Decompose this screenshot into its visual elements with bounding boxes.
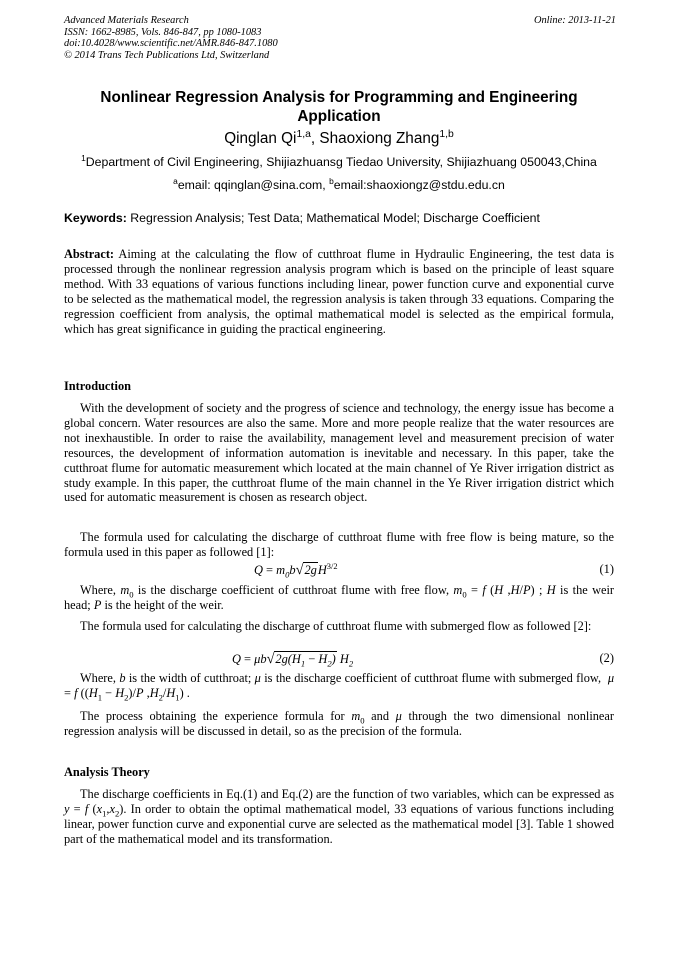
text-span: Where, <box>80 583 121 597</box>
email-b: email:shaoxiongz@stdu.edu.cn <box>333 178 505 192</box>
online-date: Online: 2013-11-21 <box>533 15 616 26</box>
journal-header <box>64 15 616 61</box>
email-superscript: b <box>329 175 334 186</box>
email-superscript: a <box>173 175 178 186</box>
equation-2 <box>64 651 614 671</box>
equation-1-number: (1) <box>599 562 614 576</box>
intro-paragraph-1: With the development of society and the progress of science and technology, the energy issue has become a global concern. Water resources are also the same. More and more people realize that the water resources are not inexhaustible. In order to raise the availability, management level and measurement precision of water resources, the development of information automation is inevitable and necessary. In this paper, take the cutthroat flume for automatic measurement which located at the main channel of Ye River irrigation district as study example. In this paper, the cutthroat flume of the main channel in the Ye River irrigation district which used for automatic measurement is chosen as research object. <box>64 401 614 505</box>
intro-paragraph-3: Where, $m_0$ is the discharge coefficient of cutthroat flume with free flow, $m_0 = f$ (H ,H/P) ; H is the weir head; P is the height of the weir. <box>64 583 615 612</box>
affiliation-text: Department of Civil Engineering, Shijiazhuansg Tiedao University, Shijiazhuang 050043,China <box>85 155 597 169</box>
text-span: is the width of cutthroat; <box>125 671 255 685</box>
text-span: is the discharge coefficient of cutthroat flume with free flow, <box>133 583 454 597</box>
email-a: email: qqinglan@sina.com, <box>177 178 330 192</box>
text-span: . In order to obtain the optimal mathematical model, 33 equations of various functions including linear, power function curve and exponential curve are selected as the mathematical model [3]. Table 1 showed part of the mathematical model and its transformation. <box>64 801 614 846</box>
equation-1-expression: $Q = m_0b√2gH^{3/2}$ <box>254 560 338 580</box>
copyright-line: © 2014 Trans Tech Publications Ltd, Switzerland <box>64 49 270 61</box>
text-span: The process obtaining the experience formula for <box>80 709 352 723</box>
text-span: through the two dimensional nonlinear regression analysis will be discussed in detail, so as the precision of the formula. <box>64 709 614 738</box>
paper-title: Nonlinear Regression Analysis for Programming and Engineering Application <box>100 89 578 125</box>
abstract-label: Abstract: <box>64 247 115 261</box>
affiliation <box>64 152 614 170</box>
intro-paragraph-5: Where, b is the width of cutthroat; μ is the discharge coefficient of cutthroat flume with submerged flow, μ = f ($(H_1 - H_2)/P$ $,H_2/H_1$) . <box>64 671 615 703</box>
author-superscript: 1,a <box>296 128 311 140</box>
intro-paragraph-6: The process obtaining the experience formula for $m_0$ and μ through the two dimensional nonlinear regression analysis will be discussed in detail, so as the precision of the formula. <box>64 709 614 738</box>
text-span: The discharge coefficients in Eq.(1) and Eq.(2) are the function of two variables, which can be expressed as <box>80 787 614 801</box>
text-span: and <box>364 709 396 723</box>
author-separator: , <box>310 130 320 147</box>
author-superscript: 1,b <box>439 128 454 140</box>
abstract <box>64 247 614 336</box>
keywords-label: Keywords: <box>64 211 127 225</box>
abstract-text: Aiming at the calculating the flow of cutthroat flume in Hydraulic Engineering, the test data is processed through the nonlinear regression analysis program which is based on the principle of least square method. With 33 equations of various functions including linear, power function curve and exponential curve to be selected as the mathematical model, the regression analysis is taken through 33 equations. Comparing the regression coefficient from analysis, the optimal mathematical model is selected as the empirical formula, which has great significance in guiding the practical engineering. <box>64 247 614 336</box>
issn-line: ISSN: 1662-8985, Vols. 846-847, pp 1080-1083 <box>64 26 262 38</box>
author-list <box>64 130 614 148</box>
text-span: is the weir head; <box>64 583 615 612</box>
analysis-paragraph-1: The discharge coefficients in Eq.(1) and Eq.(2) are the function of two variables, which can be expressed as y = f $(x_1,x_2)$. In order to obtain the optimal mathematical model, 33 equations of various functions including linear, power function curve and exponential curve are selected as the mathematical model [3]. Table 1 showed part of the mathematical model and its transformation. <box>64 787 614 846</box>
intro-paragraph-2: The formula used for calculating the discharge of cutthroat flume with free flow is being mature, so the formula used in this paper as followed [1]: <box>64 530 614 559</box>
email-line <box>64 175 614 193</box>
text-span: is the discharge coefficient of cutthroat flume with submerged flow, <box>260 671 605 685</box>
affiliation-superscript: 1 <box>81 152 86 163</box>
doi-line: doi:10.4028/www.scientific.net/AMR.846-847.1080 <box>64 38 278 50</box>
section-heading-analysis-theory: Analysis Theory <box>64 765 150 779</box>
keywords-text: Regression Analysis; Test Data; Mathematical Model; Discharge Coefficient <box>126 211 540 225</box>
equation-2-expression: $Q = \mu b√2g(H_1 - H_2)$ $H_2$ <box>232 651 354 669</box>
text-span: Where, <box>80 671 120 685</box>
section-heading-introduction: Introduction <box>64 379 131 393</box>
equation-2-number: (2) <box>599 651 614 665</box>
keywords <box>64 211 614 226</box>
author-name: Shaoxiong Zhang <box>319 130 440 147</box>
intro-paragraph-4: The formula used for calculating the discharge of cutthroat flume with submerged flow as followed [2]: <box>80 619 592 633</box>
journal-name: Advanced Materials Research <box>64 15 189 26</box>
equation-1 <box>64 562 614 582</box>
author-name: Qinglan Qi <box>224 130 297 147</box>
text-span: is the height of the weir. <box>101 597 224 612</box>
